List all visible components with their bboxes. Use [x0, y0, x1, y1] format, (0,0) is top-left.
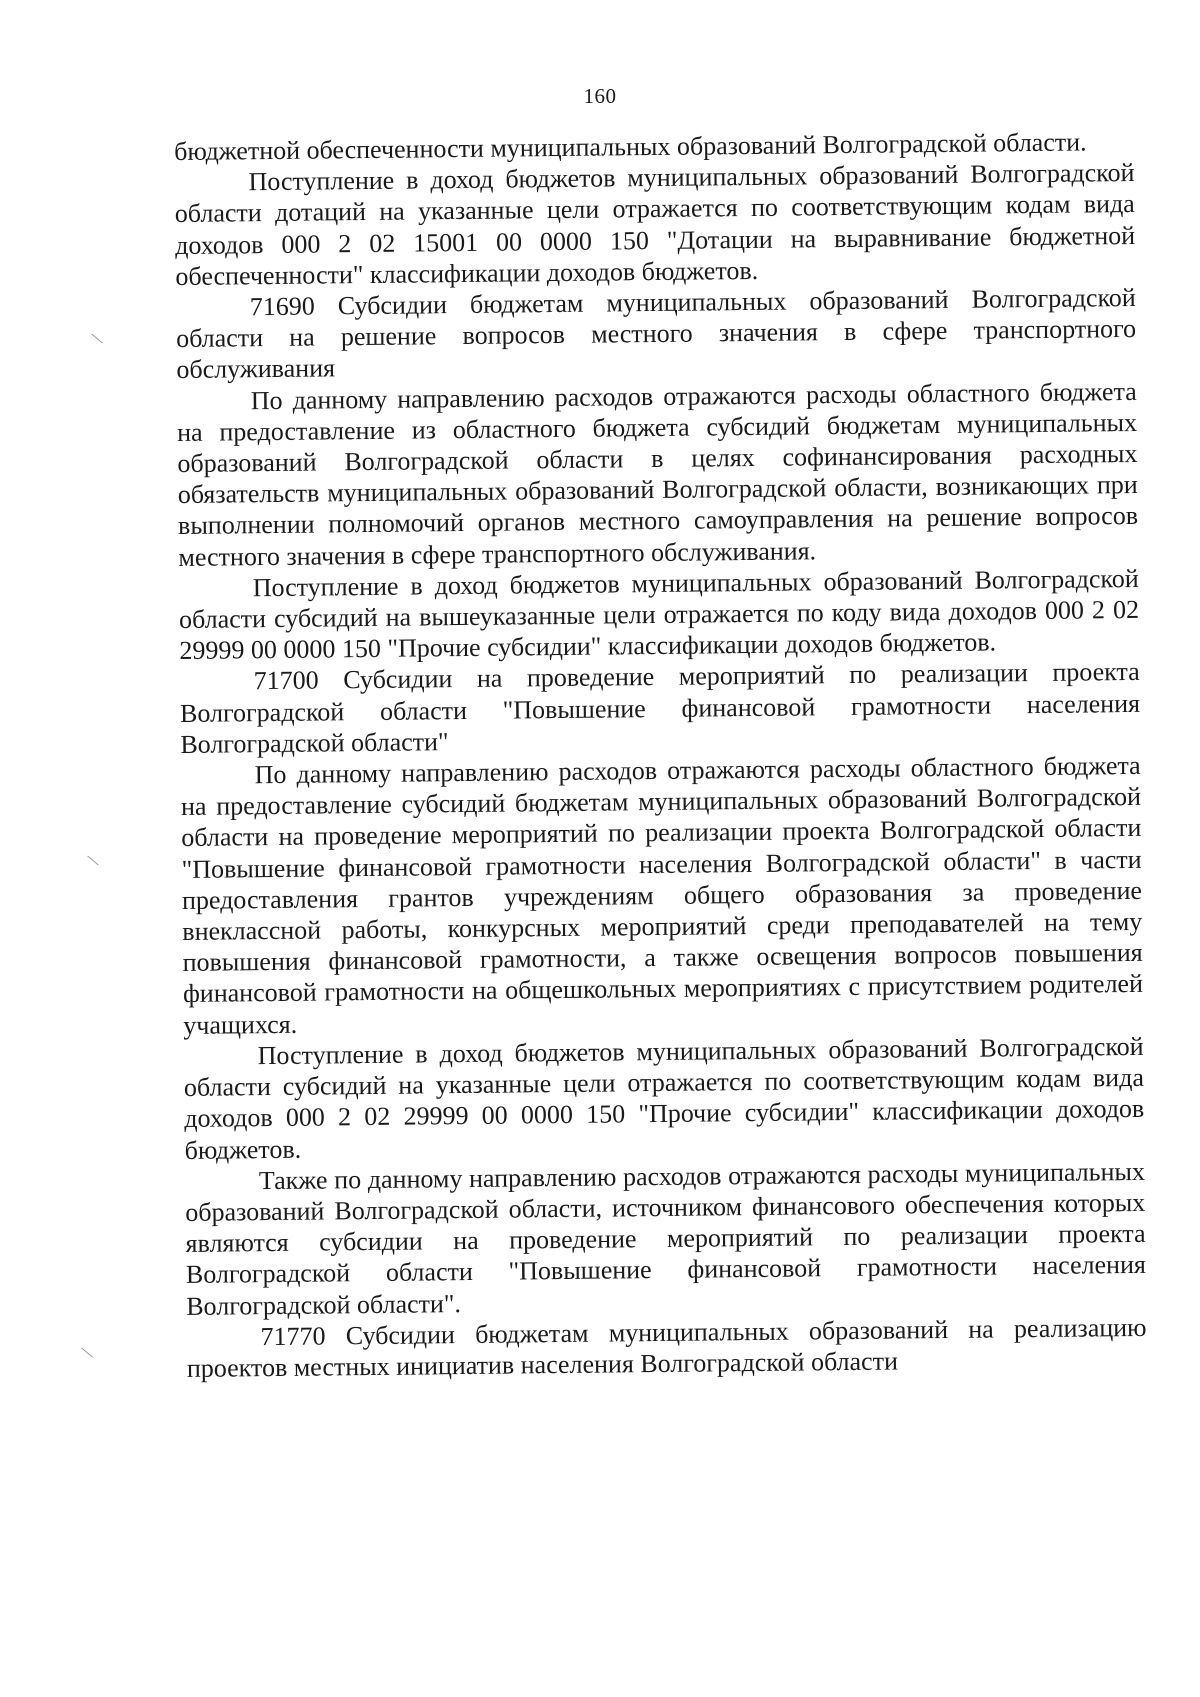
paragraph: По данному направлению расходов отражаются расходы областного бюджета на предоставление субсидий бюджетам муниципальных образований Волгоградской области на проведение мероприятий по реализации проекта Волгоградской области "Повышение финансовой грамотности населения Волгоградской области" в части предоставления грантов учреждениям общего образования за проведение внеклассной работы, конкурсных мероприятий среди преподавателей на тему повышения финансовой грамотности, а также освещения вопросов повышения финансовой грамотности на общешкольных мероприятиях с присутствием родителей учащихся.	[180, 750, 1144, 1040]
paragraph: бюджетной обеспеченности муниципальных образований Волгоградской области.	[174, 127, 1087, 166]
paragraph: Поступление в доход бюджетов муниципальных образований Волгоградской области субсидий на указанные цели отражается по соответствующим кодам вида доходов 000 2 02 29999 00 0000 150 "Прочие субсидии" классификации доходов бюджетов.	[183, 1031, 1145, 1165]
scan-artifact	[91, 334, 102, 344]
paragraph: Поступление в доход бюджетов муниципальных образований Волгоградской области дотаций на указанные цели отражается по соответствующим кодам вида доходов 000 2 02 15001 00 0000 150 "Дотации на выравнивание бюджетной обеспеченности" классификации доходов бюджетов.	[174, 158, 1136, 291]
scan-artifact	[87, 856, 98, 866]
section-heading-71700: 71700 Субсидии на проведение мероприятий по реализации проекта Волгоградской области "Повышение финансовой грамотности населения Волгоградской области"	[179, 657, 1141, 759]
scan-artifact	[81, 1348, 92, 1358]
page-number: 160	[583, 84, 617, 108]
paragraph: По данному направлению расходов отражаются расходы областного бюджета на предоставление из областного бюджета субсидий бюджетам муниципальных образований Волгоградской области в целях софинансирования расходных обязательств муниципальных образований Волгоградской области, возникающих при выполнении полномочий органов местного самоуправления на решение вопросов местного значения в сфере транспортного обслуживания.	[176, 376, 1139, 572]
section-heading-71690: 71690 Субсидии бюджетам муниципальных образований Волгоградской области на решение вопросов местного значения в сфере транспортного обслуживания	[175, 282, 1137, 385]
document-body	[174, 126, 1147, 1384]
paragraph: Также по данному направлению расходов отражаются расходы муниципальных образований Волгоградской области, источником финансового обеспечения которых являются субсидии на проведение мероприятий по реализации проекта Волгоградской области "Повышение финансовой грамотности населения Волгоградской области".	[185, 1156, 1147, 1321]
paragraph: Поступление в доход бюджетов муниципальных образований Волгоградской области субсидий на вышеуказанные цели отражается по коду вида доходов 000 2 02 29999 00 0000 150 "Прочие субсидии" классификации доходов бюджетов.	[178, 563, 1140, 666]
section-heading-71770: 71770 Субсидии бюджетам муниципальных образований на реализацию проектов местных инициатив населения Волгоградской области	[186, 1312, 1147, 1383]
